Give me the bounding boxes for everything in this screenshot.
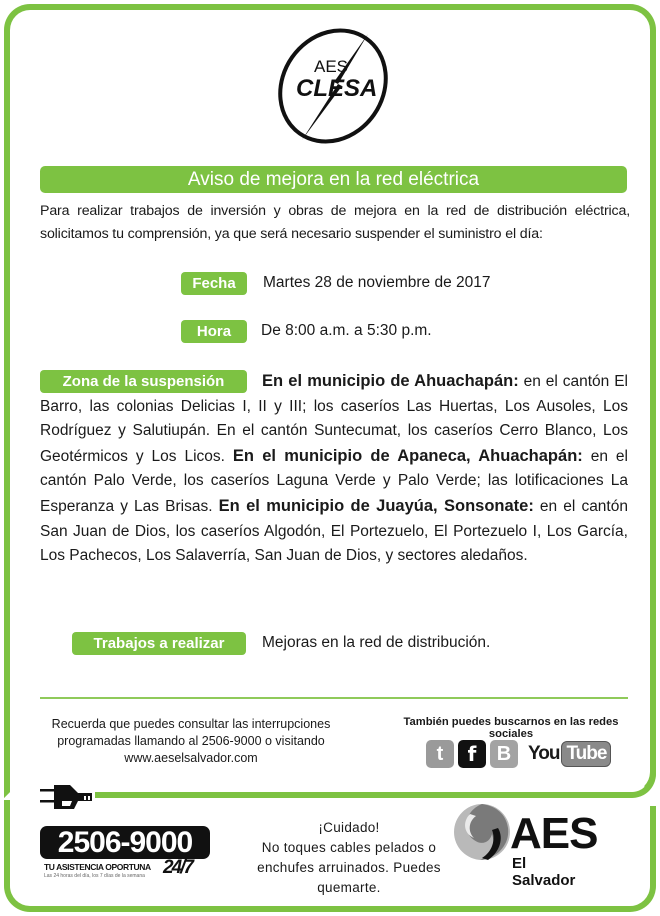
trabajos-value: Mejoras en la red de distribución.: [262, 634, 491, 651]
consult-line-1: Recuerda que puedes consultar las interrupciones: [51, 717, 331, 731]
website-link[interactable]: www.aeselsalvador.com: [124, 751, 258, 765]
divider: [40, 697, 628, 699]
blogger-icon[interactable]: B: [490, 740, 518, 768]
svg-text:CLESA: CLESA: [296, 75, 378, 102]
youtube-you-text: You: [528, 743, 560, 764]
phone-247: 24/7: [163, 857, 192, 878]
frame-gap: [646, 798, 656, 806]
brand-subtitle: El Salvador: [512, 855, 576, 889]
warning-line-1: No toques cables pelados o: [261, 840, 437, 855]
brand-name: AES: [510, 809, 598, 858]
hora-value: De 8:00 a.m. a 5:30 p.m.: [261, 322, 432, 339]
phone-subtitle: Las 24 horas del día, los 7 días de la semana: [44, 873, 145, 879]
consult-line-2: programadas llamando al 2506-9000 o visitando: [57, 734, 325, 748]
youtube-tube-text: Tube: [561, 741, 611, 767]
phone-tagline: TU ASISTENCIA OPORTUNA: [44, 862, 151, 872]
aes-swirl-icon: [452, 800, 514, 864]
zona-description: En el municipio de Ahuachapán: en el cantón El Barro, las colonias Delicias I, II y III; los caseríos Las Huertas, Los Ausoles, Los Rodríguez y Salutiupán. En el cantón Suntecumat, los caseríos Cerro Blanco, Los Geotérmicos y Los Licos. En el municipio de Apaneca, Ahuachapán: en el cantón Palo Verde, los caseríos Laguna Verde y Palo Verde; las lotificaciones La Esperanza y Las Brisas. En el municipio de Juayúa, Sonsonate: en el cantón San Juan de Dios, los caseríos Algodón, El Portezuelo, El Portezuelo I, Los García, Los Pachecos, Los Salaverría, San Juan de Dios, y sectores aledaños.: [40, 372, 628, 565]
hora-label: Hora: [181, 320, 247, 343]
youtube-icon[interactable]: [528, 741, 611, 767]
trabajos-label: Trabajos a realizar: [72, 632, 246, 655]
phone-number[interactable]: 2506-9000: [40, 826, 210, 859]
safety-warning: [244, 818, 454, 898]
social-icons: [426, 739, 611, 769]
facebook-icon[interactable]: f: [458, 740, 486, 768]
social-title: También puedes buscarnos en las redes sociales: [403, 716, 619, 740]
plug-icon: [40, 783, 98, 811]
aes-clesa-logo: [268, 24, 398, 148]
aes-el-salvador-logo: [452, 800, 598, 889]
notice-title: Aviso de mejora en la red eléctrica: [40, 166, 627, 193]
warning-line-3: quemarte.: [317, 880, 381, 895]
cable-line: [95, 768, 656, 798]
warning-line-2: enchufes arruinados. Puedes: [257, 860, 441, 875]
intro-paragraph: Para realizar trabajos de inversión y obras de mejora en la red de distribución eléctrica, solicitamos tu comprensión, ya que será necesario suspender el suministro el día:: [40, 203, 630, 242]
twitter-icon[interactable]: t: [426, 740, 454, 768]
consult-info: [36, 716, 346, 767]
zona-label: Zona de la suspensión: [40, 370, 247, 393]
svg-text:AES: AES: [314, 57, 349, 76]
fecha-label: Fecha: [181, 272, 247, 295]
fecha-value: Martes 28 de noviembre de 2017: [263, 274, 491, 291]
warning-title: ¡Cuidado!: [318, 820, 380, 835]
